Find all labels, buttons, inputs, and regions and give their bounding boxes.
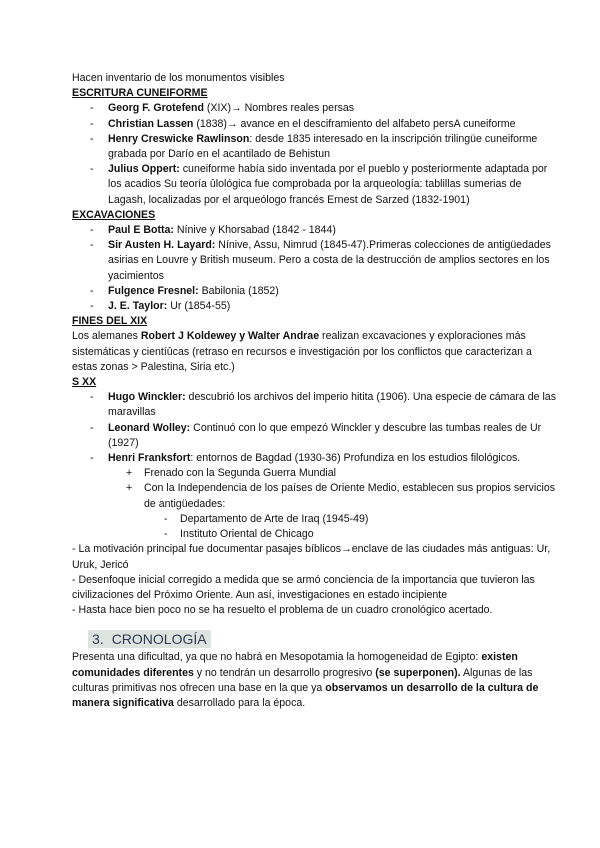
item-text: Instituto Oriental de Chicago xyxy=(180,528,314,541)
person-name: Paul E Botta: xyxy=(108,224,174,237)
item-text: Nínive y Khorsabad (1842 - 1844) xyxy=(173,224,336,237)
list-item xyxy=(72,299,560,314)
item-text: descubrió los archivos del imperio hitita (1906). Una especie de cámara de las maravillas xyxy=(108,391,556,419)
text-segment: y no tendrán un desarrollo progresivo xyxy=(193,666,376,679)
person-name: Hugo Winckler: xyxy=(108,391,186,404)
item-text: Frenado con la Segunda Guerra Mundial xyxy=(144,467,336,480)
dash-bullet: - xyxy=(164,528,168,541)
list-item xyxy=(72,421,560,451)
person-name: Julius Oppert: xyxy=(108,163,180,176)
list-item xyxy=(72,238,560,284)
text-segment: realizan excavaciones y exploraciones más sistemáticas y cientíûcas (retraso en recursos e investigación por los conflictos que caracterizan a estas zonas > Palestina, Siria etc.) xyxy=(72,330,532,373)
note-line: - La motivación principal fue documentar pasajes bíblicos→enclave de las ciudades más antiguas: Ur, Uruk, Jericó xyxy=(72,543,551,571)
text-segment: desarrollado para la época. xyxy=(173,696,306,709)
note-line: - Desenfoque inicial corregido a medida que se armó conciencia de la importancia que tuvieron las civilizaciones del Próximo Oriente. Aun así, investigaciones en estado incipiente xyxy=(72,573,535,601)
list-cuneiforme xyxy=(72,101,560,207)
heading-cuneiforme: ESCRITURA CUNEIFORME xyxy=(72,87,208,100)
text-segment: Presenta una dificultad, ya que no habrá en Mesopotamia la homogeneidad de Egipto: xyxy=(72,651,482,664)
list-item xyxy=(108,481,560,542)
list-antiguedades-services xyxy=(144,512,560,542)
item-text: Continuó con lo que empezó Winckler y descubre las tumbas reales de Ur (1927) xyxy=(108,421,542,449)
list-item xyxy=(144,527,560,542)
dash-bullet: - xyxy=(90,224,94,237)
plus-bullet: + xyxy=(126,482,133,495)
dash-bullet: - xyxy=(90,132,94,145)
person-name: Leonard Wolley: xyxy=(108,421,191,434)
item-text: (XIX)→ Nombres reales persas xyxy=(203,102,355,115)
person-name: Henry Creswicke Rawlinson xyxy=(108,132,250,145)
item-text: Con la Independencia de los países de Oriente Medio, establecen sus propios servicios de antigüedades: xyxy=(144,482,556,510)
intro-text: Hacen inventario de los monumentos visibles xyxy=(72,72,285,84)
person-name: J. E. Taylor: xyxy=(108,300,168,313)
dash-bullet: - xyxy=(90,300,94,313)
item-text: : desde 1835 interesado en la inscripción trilingüe cuneiforme grabada por Darío en el acantilado de Behistun xyxy=(108,132,538,161)
list-item xyxy=(72,284,560,299)
list-franksfort-notes xyxy=(108,466,560,542)
heading-fines-xix: FINES DEL XIX xyxy=(72,315,148,328)
dash-bullet: - xyxy=(164,512,168,525)
dash-bullet: - xyxy=(90,163,94,176)
paragraph-cronologia xyxy=(72,650,560,711)
paragraph-fines-xix xyxy=(72,329,560,375)
note-line: - Hasta hace bien poco no se ha resuelto el problema de un cuadro cronológico acertado. xyxy=(72,604,493,617)
list-item xyxy=(72,223,560,238)
item-text: Departamento de Arte de Iraq (1945-49) xyxy=(180,512,369,525)
item-text: Ur (1854-55) xyxy=(167,300,231,313)
list-item xyxy=(72,390,560,420)
person-name: Fulgence Fresnel: xyxy=(108,284,199,297)
dash-bullet: - xyxy=(90,452,94,465)
dash-bullet: - xyxy=(90,421,94,434)
bold-segment: existen comunidades diferentes xyxy=(72,651,518,679)
item-text: Nínive, Assu, Nimrud (1845-47).Primeras colecciones de antigüedades asirias en Louvre y British museum. Pero a costa de la destrucción de amplios sectores en los yacimientos xyxy=(108,239,551,282)
list-item xyxy=(72,451,560,542)
dash-bullet: - xyxy=(90,117,94,130)
item-text: : entornos de Bagdad (1930-36) Profundiza en los estudios filológicos. xyxy=(190,452,521,465)
list-excavaciones xyxy=(72,223,560,314)
list-item xyxy=(72,117,560,132)
person-name: Georg F. Grotefend xyxy=(108,102,204,115)
item-text: cuneiforme había sido inventada por el pueblo y posteriormente adaptada por los acadios Su teoría ûlológica fue comprobada por la arqueología: tablillas sumerias de Lagash, localizadas por el arqueólogo francés Ernest de Sarzed (1832-1901) xyxy=(108,163,548,206)
person-name: Christian Lassen xyxy=(108,117,194,130)
list-s-xx xyxy=(72,390,560,542)
heading-excavaciones: EXCAVACIONES xyxy=(72,208,156,221)
bold-names: Robert J Koldewey y Walter Andrae xyxy=(140,330,320,343)
dash-bullet: - xyxy=(90,102,94,115)
item-text: Babilonia (1852) xyxy=(198,284,279,297)
list-item xyxy=(72,162,560,208)
plus-bullet: + xyxy=(126,467,133,480)
person-name: Sir Austen H. Layard: xyxy=(108,239,216,252)
section-title-text: CRONOLOGÍA xyxy=(111,631,207,648)
person-name: Henri Franksfort xyxy=(108,452,191,465)
dash-bullet: - xyxy=(90,239,94,252)
list-item xyxy=(108,466,560,481)
bold-segment: (se superponen). xyxy=(375,666,461,679)
section-title-cronologia xyxy=(88,630,211,648)
section-number: 3. xyxy=(92,631,104,648)
list-item xyxy=(72,101,560,116)
list-item xyxy=(72,132,560,162)
text-segment: Los alemanes xyxy=(72,330,141,343)
heading-s-xx: S XX xyxy=(72,376,97,389)
dash-bullet: - xyxy=(90,391,94,404)
text-segment: Algunas de las culturas primitivas nos ofrecen una base en la que ya xyxy=(72,666,533,694)
dash-bullet: - xyxy=(90,284,94,297)
bold-segment: observamos un desarrollo de la cultura de manera significativa xyxy=(72,681,539,709)
list-item xyxy=(144,512,560,527)
item-text: (1838)→ avance en el desciframiento del alfabeto persA cuneiforme xyxy=(193,117,516,130)
